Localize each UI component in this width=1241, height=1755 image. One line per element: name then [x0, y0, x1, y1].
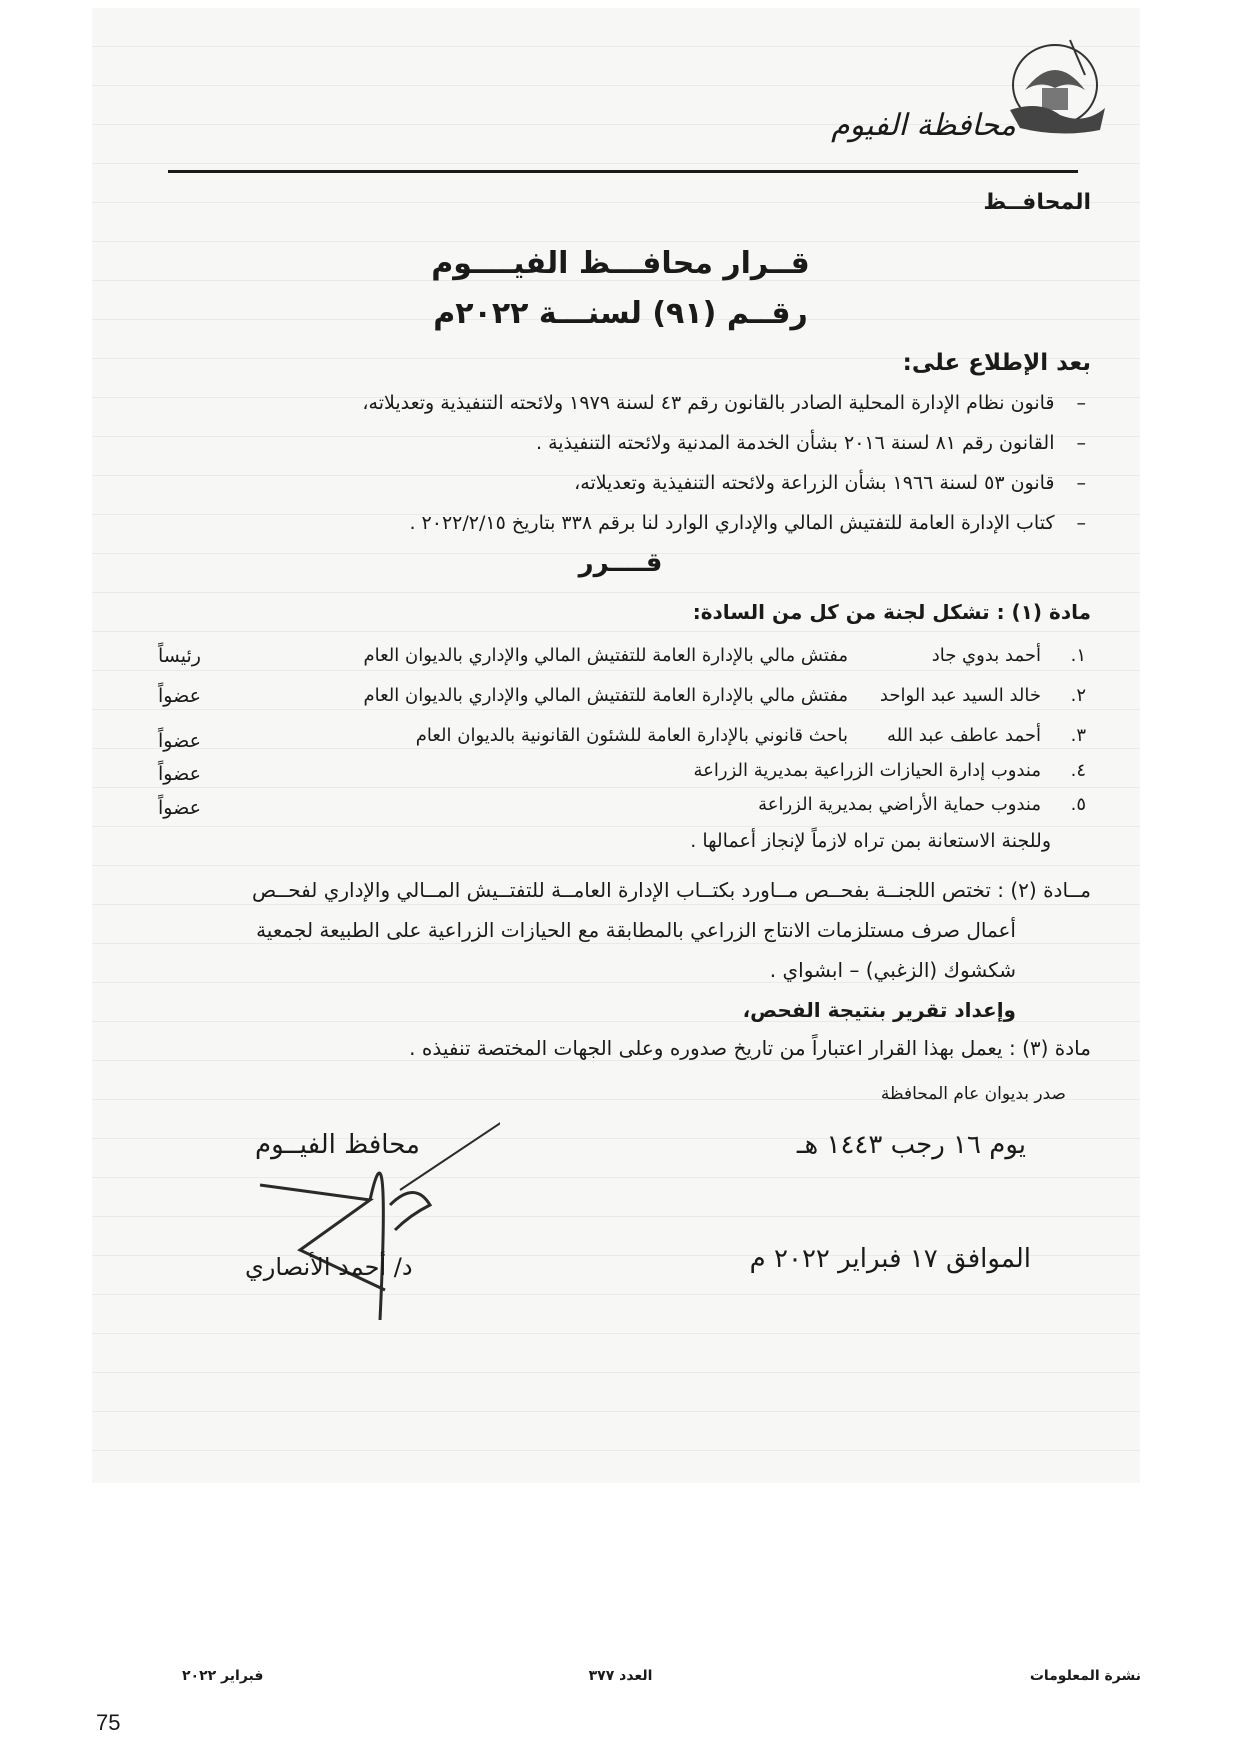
- article-2-line: وإعداد تقرير بنتيجة الفحص،: [742, 998, 1016, 1022]
- member-number: ٤.: [1070, 760, 1086, 781]
- preamble-text: قانون ٥٣ لسنة ١٩٦٦ بشأن الزراعة ولائحته التنفيذية وتعديلاته،: [574, 472, 1055, 494]
- preamble-text: كتاب الإدارة العامة للتفتيش المالي والإداري الوارد لنا برقم ٣٣٨ بتاريخ ٢٠٢٢/٢/١٥ .: [409, 512, 1055, 534]
- preamble-text: قانون نظام الإدارة المحلية الصادر بالقانون رقم ٤٣ لسنة ١٩٧٩ ولائحته التنفيذية وتعديلاته،: [362, 392, 1055, 414]
- preamble-text: القانون رقم ٨١ لسنة ٢٠١٦ بشأن الخدمة المدنية ولائحته التنفيذية .: [536, 432, 1055, 454]
- handwritten-signature: [240, 1090, 500, 1320]
- footer-date: فبراير ٢٠٢٢: [182, 1668, 264, 1684]
- member-description: مفتش مالي بالإدارة العامة للتفتيش المالي والإداري بالديوان العام: [363, 645, 848, 666]
- decree-title: قــرار محافـــظ الفيــــوم: [431, 246, 810, 281]
- article-1-title: مادة (١) : تشكل لجنة من كل من السادة:: [692, 600, 1091, 624]
- member-number: ٢.: [1070, 685, 1086, 706]
- preamble-item: –قانون نظام الإدارة المحلية الصادر بالقانون رقم ٤٣ لسنة ١٩٧٩ ولائحته التنفيذية وتعديلاته،: [362, 392, 1086, 414]
- article-2-line: أعمال صرف مستلزمات الانتاج الزراعي بالمطابقة مع الحيازات الزراعية على الطبيعة لجمعية: [256, 918, 1016, 942]
- member-number: ١.: [1070, 645, 1086, 666]
- article-2-line: شكشوك (الزغبي) – ابشواي .: [769, 958, 1016, 982]
- member-name: مندوب حماية الأراضي بمديرية الزراعة: [758, 794, 1041, 815]
- article-1-note: وللجنة الاستعانة بمن تراه لازماً لإنجاز أعمالها .: [690, 830, 1051, 852]
- footer-publication: نشرة المعلومات: [1029, 1668, 1141, 1684]
- article-2-line: مــادة (٢) : تختص اللجنــة بفحــص مــاورد بكتــاب الإدارة العامــة للتفتــيش المــالي والإداري لفحــص: [252, 878, 1091, 902]
- member-description: باحث قانوني بالإدارة العامة للشئون القانونية بالديوان العام: [415, 725, 848, 746]
- preamble-label: بعد الإطلاع على:: [902, 350, 1091, 376]
- member-name: خالد السيد عبد الواحد: [879, 685, 1041, 706]
- governorate-emblem: [1000, 30, 1110, 140]
- member-role: عضواً: [158, 685, 201, 707]
- signatory-title: محافظ الفيــوم: [255, 1130, 420, 1160]
- member-description: مفتش مالي بالإدارة العامة للتفتيش المالي والإداري بالديوان العام: [363, 685, 848, 706]
- decree-number: رقــم (٩١) لسنـــة ٢٠٢٢م: [433, 296, 808, 331]
- preamble-item: –القانون رقم ٨١ لسنة ٢٠١٦ بشأن الخدمة المدنية ولائحته التنفيذية .: [536, 432, 1086, 454]
- preamble-item: –قانون ٥٣ لسنة ١٩٦٦ بشأن الزراعة ولائحته التنفيذية وتعديلاته،: [574, 472, 1086, 494]
- member-name: أحمد عاطف عبد الله: [886, 725, 1041, 746]
- member-name: أحمد بدوي جاد: [931, 645, 1041, 666]
- office-label: المحافــظ: [983, 190, 1091, 215]
- footer-issue: العدد ٣٧٧: [588, 1668, 653, 1684]
- hijri-date: يوم ١٦ رجب ١٤٤٣ هـ: [796, 1130, 1026, 1160]
- header-divider: [168, 170, 1078, 173]
- member-number: ٣.: [1070, 725, 1086, 746]
- governorate-name: محافظة الفيوم: [831, 108, 1016, 143]
- member-role: عضواً: [158, 797, 201, 819]
- gregorian-date: الموافق ١٧ فبراير ٢٠٢٢ م: [749, 1244, 1031, 1274]
- page-number: 75: [96, 1710, 121, 1735]
- member-role: عضواً: [158, 730, 201, 752]
- preamble-item: –كتاب الإدارة العامة للتفتيش المالي والإداري الوارد لنا برقم ٣٣٨ بتاريخ ٢٠٢٢/٢/١٥ .: [409, 512, 1086, 534]
- article-3: مادة (٣) : يعمل بهذا القرار اعتباراً من تاريخ صدوره وعلى الجهات المختصة تنفيذه .: [409, 1036, 1091, 1060]
- member-number: ٥.: [1070, 794, 1086, 815]
- member-role: رئيساً: [158, 645, 201, 667]
- issued-at: صدر بديوان عام المحافظة: [880, 1084, 1066, 1104]
- member-name: مندوب إدارة الحيازات الزراعية بمديرية الزراعة: [693, 760, 1041, 781]
- member-role: عضواً: [158, 763, 201, 785]
- decision-heading: قــــرر: [578, 548, 663, 578]
- signatory-name: د/ أحمد الأنصاري: [245, 1253, 413, 1281]
